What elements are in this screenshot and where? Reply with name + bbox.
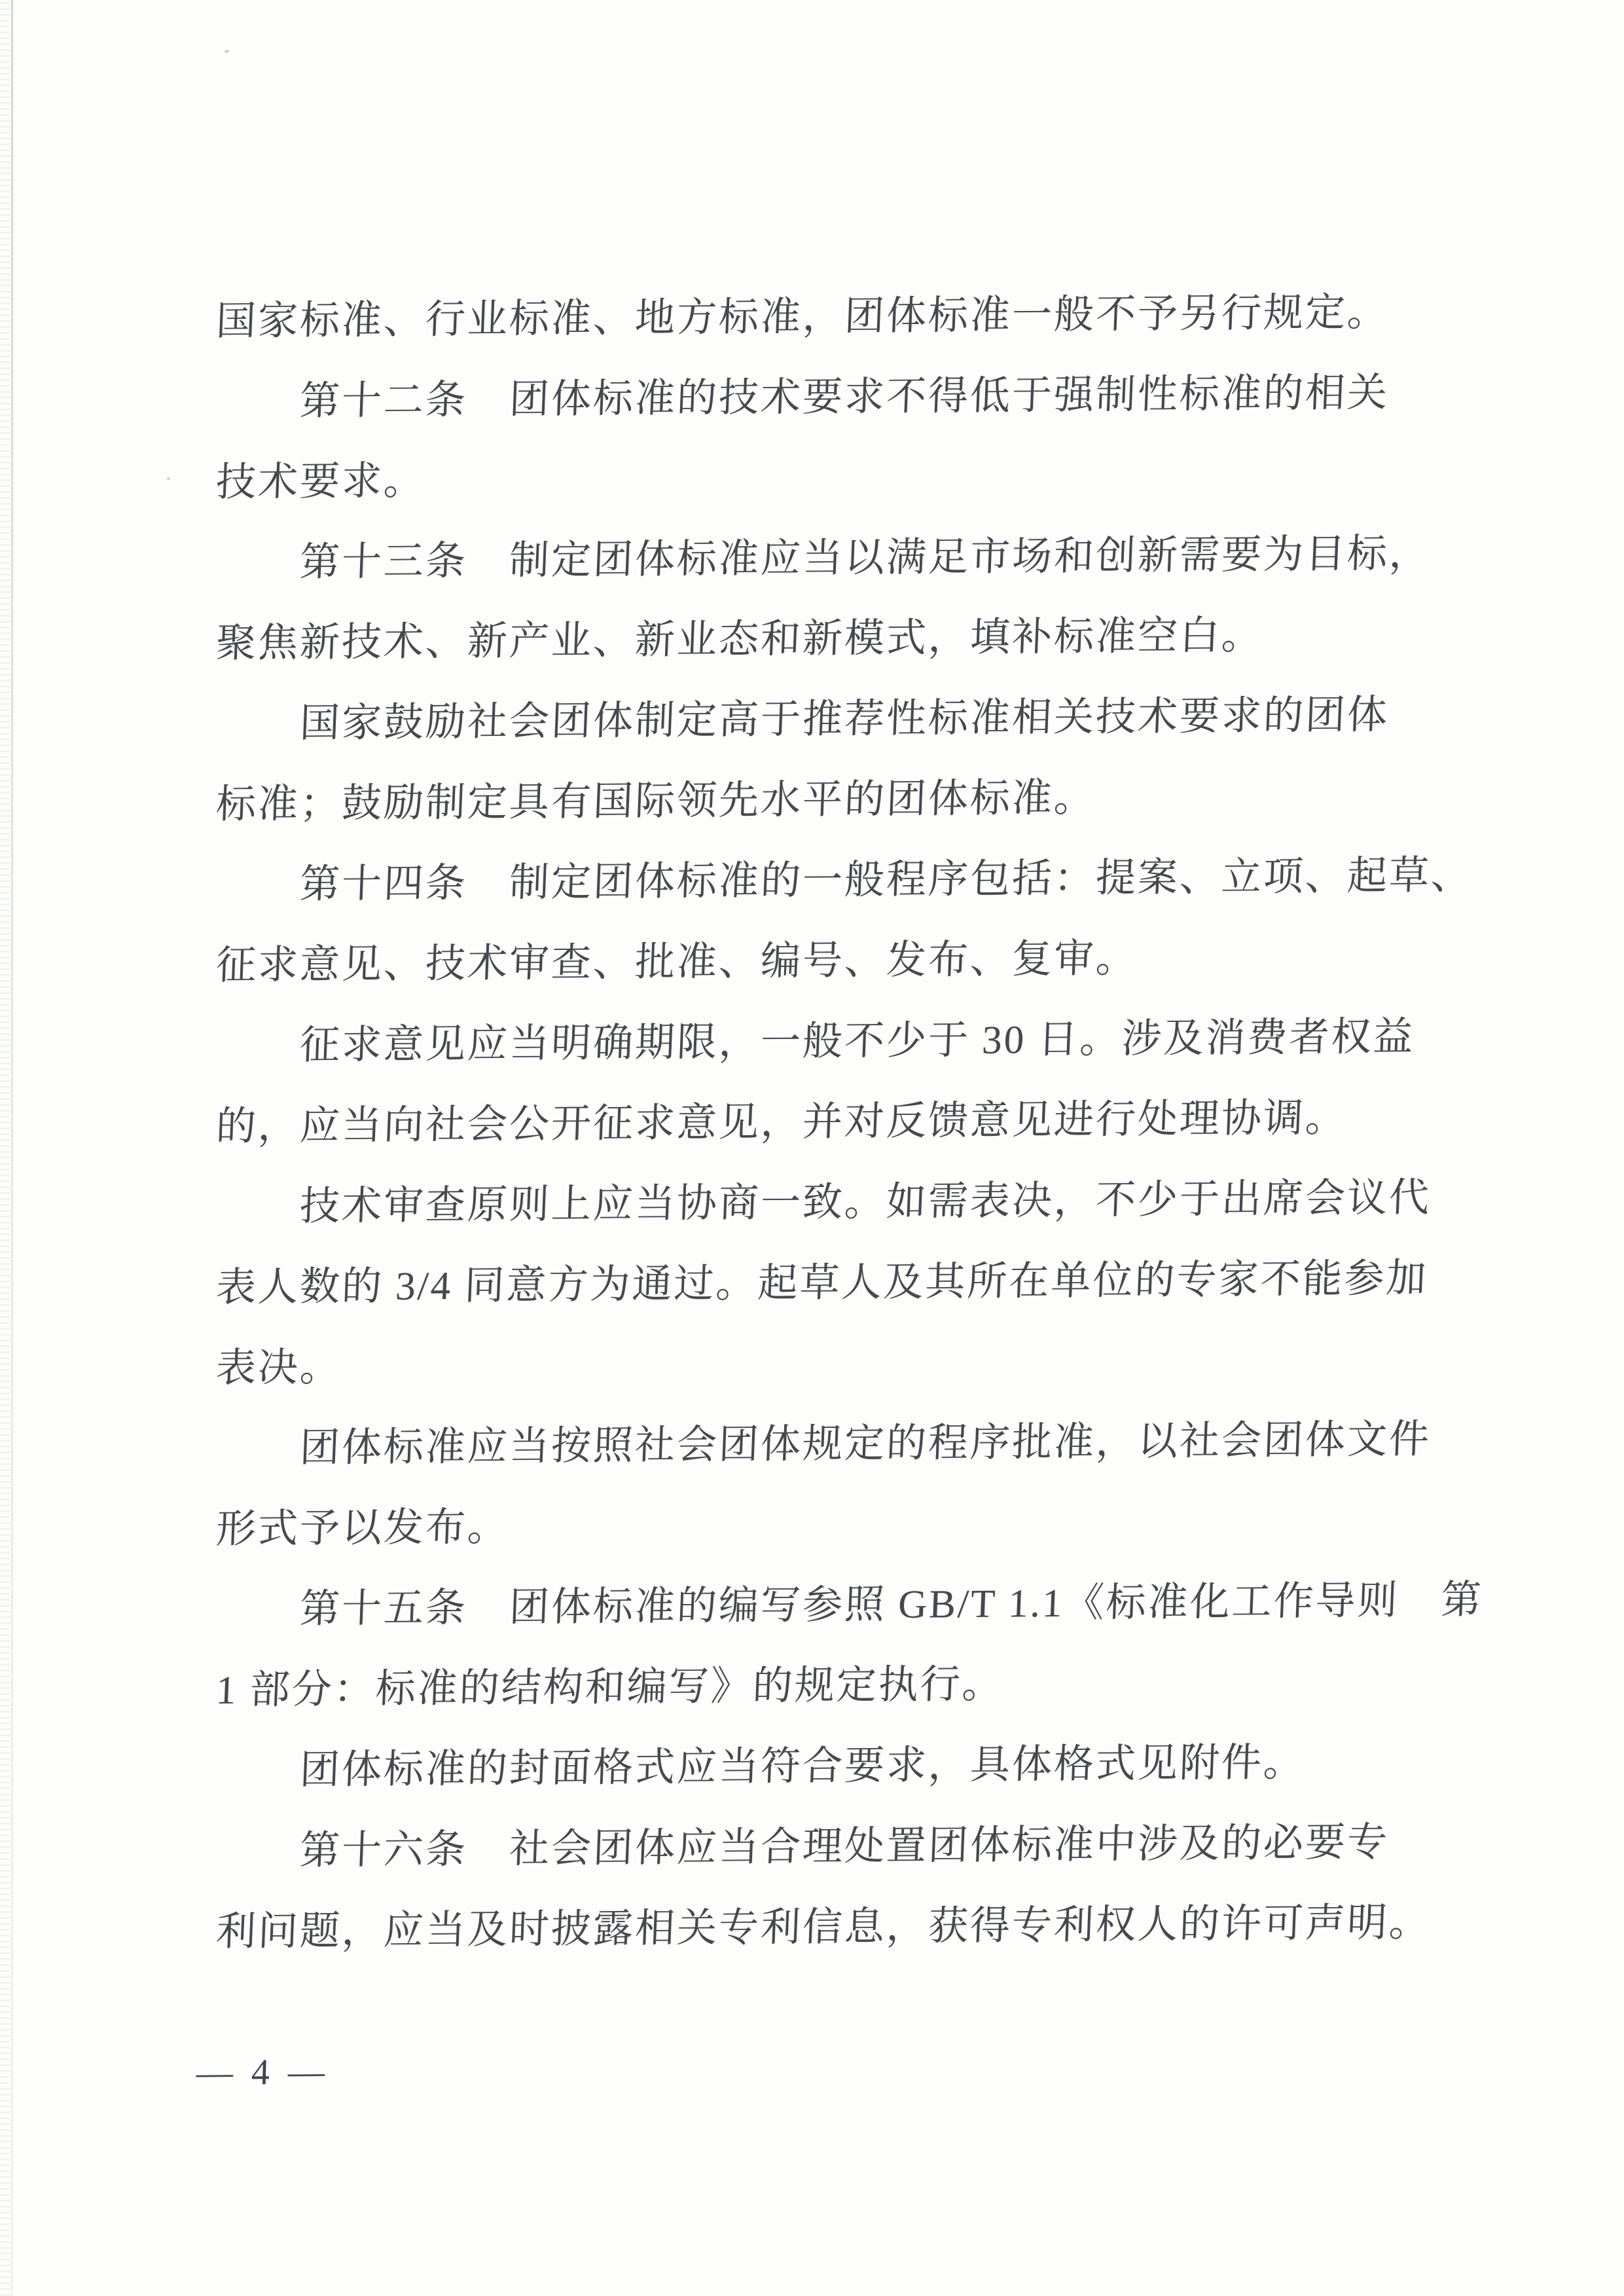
text-line: 的，应当向社会公开征求意见，并对反馈意见进行处理协调。 xyxy=(215,1096,1348,1150)
text-line: 征求意见、技术审查、批准、编号、发布、复审。 xyxy=(215,936,1139,989)
text-line: 国家鼓励社会团体制定高于推荐性标准相关技术要求的团体 xyxy=(298,693,1390,746)
document-body xyxy=(215,272,1484,1973)
text-line: 第十二条 团体标准的技术要求不得低于强制性标准的相关 xyxy=(298,371,1390,424)
text-line: 团体标准应当按照社会团体规定的程序批准，以社会团体文件 xyxy=(298,1417,1432,1471)
page-number: — 4 — xyxy=(196,2051,327,2094)
text-line: 技术审查原则上应当协商一致。如需表决，不少于出席会议代 xyxy=(298,1176,1432,1230)
text-line: 聚焦新技术、新产业、新业态和新模式，填补标准空白。 xyxy=(215,613,1265,666)
text-line: 征求意见应当明确期限，一般不少于 30 日。涉及消费者权益 xyxy=(298,1015,1416,1068)
text-line: 第十四条 制定团体标准的一般程序包括：提案、立项、起草、 xyxy=(298,853,1474,907)
text-line: 形式予以发布。 xyxy=(215,1505,511,1552)
text-line: 第十五条 团体标准的编写参照 GB/T 1.1《标准化工作导则 第 xyxy=(298,1578,1484,1632)
text-line: 表决。 xyxy=(215,1345,343,1391)
text-line: 标准；鼓励制定具有国际领先水平的团体标准。 xyxy=(215,776,1097,828)
text-line: 表人数的 3/4 同意方为通过。起草人及其所在单位的专家不能参加 xyxy=(215,1256,1429,1311)
text-line: 技术要求。 xyxy=(215,459,427,505)
text-line: 国家标准、行业标准、地方标准，团体标准一般不予另行规定。 xyxy=(215,290,1390,344)
text-line: 1 部分：标准的结构和编写》的规定执行。 xyxy=(215,1662,1005,1713)
text-line: 利问题，应当及时披露相关专利信息，获得专利权人的许可声明。 xyxy=(215,1901,1432,1955)
text-line: 第十六条 社会团体应当合理处置团体标准中涉及的必要专 xyxy=(298,1820,1390,1874)
text-line: 第十三条 制定团体标准应当以满足市场和创新需要为目标， xyxy=(298,532,1432,585)
text-line: 团体标准的封面格式应当符合要求，具体格式见附件。 xyxy=(298,1740,1307,1793)
